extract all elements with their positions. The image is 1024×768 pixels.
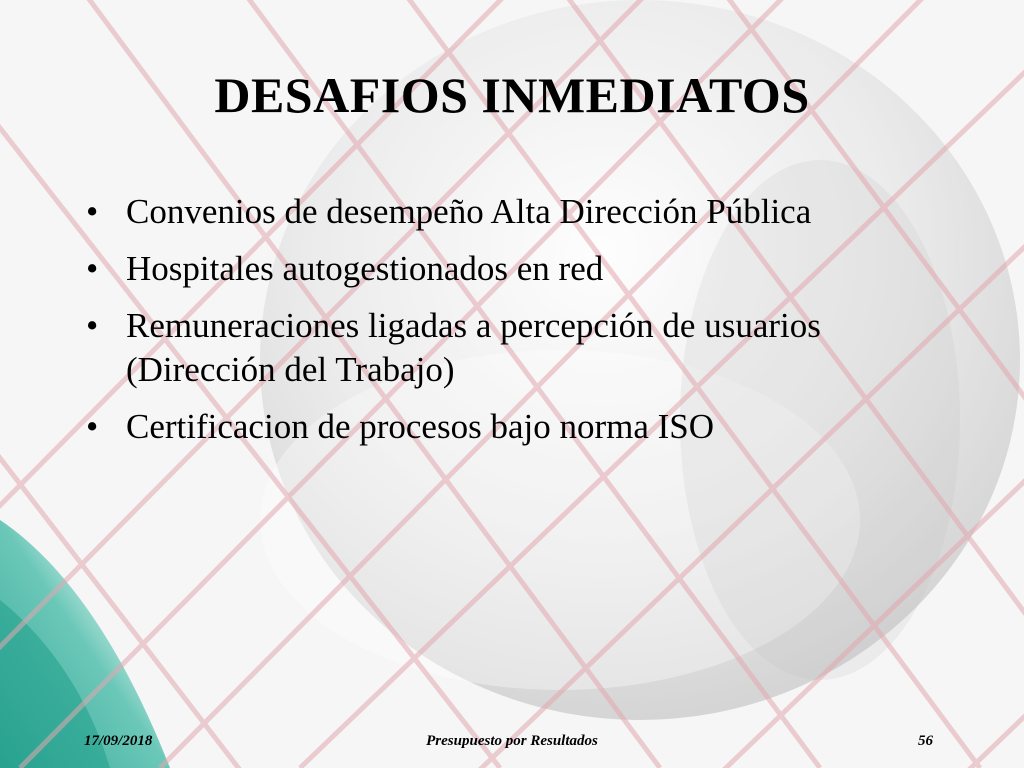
bullet-item [86, 405, 966, 449]
bullet-text: Certificacion de procesos bajo norma ISO [126, 407, 715, 446]
footer-date: 17/09/2018 [84, 733, 153, 749]
slide-title: DESAFIOS INMEDIATOS [214, 67, 810, 123]
bullet-text: Remuneraciones ligadas a percepción de usuarios (Dirección del Trabajo) [126, 306, 821, 389]
bullet-icon: • [86, 306, 99, 345]
bullet-item [86, 190, 966, 234]
bullet-list [86, 190, 966, 462]
page-number: 56 [918, 733, 933, 749]
bullet-text: Hospitales autogestionados en red [126, 249, 604, 288]
bullet-text: Convenios de desempeño Alta Dirección Pública [126, 192, 812, 231]
bullet-icon: • [86, 192, 99, 231]
bullet-item [86, 304, 966, 392]
bullet-icon: • [86, 249, 99, 288]
bullet-item [86, 247, 966, 291]
bullet-icon: • [86, 407, 99, 446]
footer-title: Presupuesto por Resultados [426, 733, 598, 749]
